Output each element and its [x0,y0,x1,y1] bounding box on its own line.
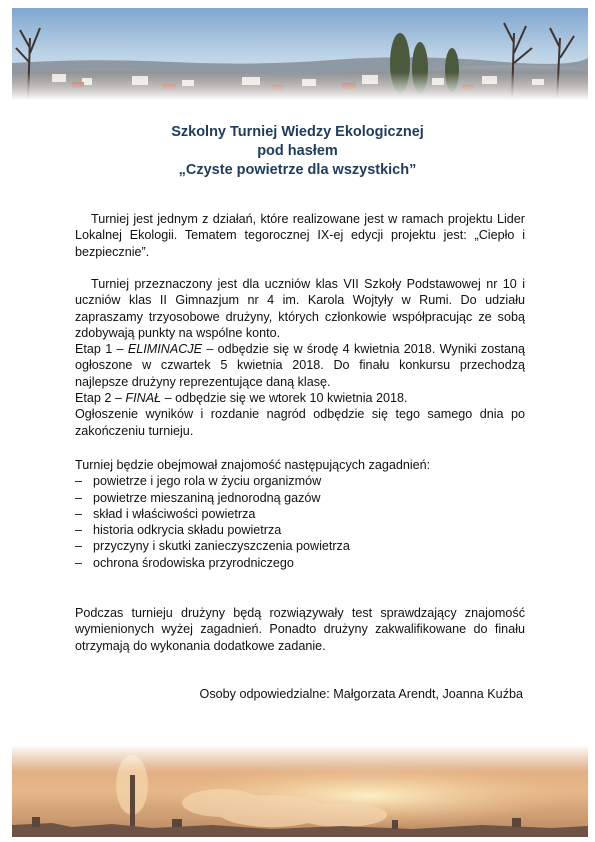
topics-section [75,457,525,571]
test-section [75,605,525,654]
smog-sunset-image [12,745,588,837]
list-item: – powietrze mieszaniną jednorodną gazów [75,490,321,505]
stage-2-name: FINAŁ [125,391,162,406]
list-item: – przyczyny i skutki zanieczyszczenia powietrza [75,539,350,554]
test-paragraph: Podczas turnieju drużyny będą rozwiązywały test sprawdzający znajomość wymienionych wyżej zagadnień. Ponadto drużyny zakwalifikowane do finału otrzymają do wykonania dodatkowe zadanie. [75,606,525,653]
city-panorama-image [12,8,588,100]
page-title [0,123,595,180]
topics-intro: Turniej będzie obejmował znajomość następujących zagadnień: [75,458,431,472]
list-item: – historia odkrycia składu powietrza [75,523,282,538]
title-line-2: pod hasłem [257,143,338,159]
title-line-3: „Czyste powietrze dla wszystkich” [178,162,417,178]
list-item: – ochrona środowiska przyrodniczego [75,555,294,570]
intro-paragraph: Turniej jest jednym z działań, które realizowane jest w ramach projektu Lider Lokalnej Ekologii. Tematem tegorocznej IX-ej edycji projektu jest: „Ciepło i bezpiecznie”. [75,212,525,259]
stage-2-paragraph: Etap 2 – FINAŁ – odbędzie się we wtorek 10 kwietnia 2018. [75,391,408,406]
stage-1-name: ELIMINACJE [127,342,203,357]
title-line-1: Szkolny Turniej Wiedzy Ekologicznej [171,124,424,140]
list-item: – skład i właściwości powietrza [75,506,256,521]
announcement-paragraph: Ogłoszenie wyników i rozdanie nagród odbędzie się tego samego dnia po zakończeniu turnieju. [75,407,525,438]
intro-section [75,211,525,260]
responsible-persons: Osoby odpowiedzialne: Małgorzata Arendt, Joanna Kuźba [199,687,523,701]
list-item: – powietrze i jego rola w życiu organizmów [75,474,322,489]
details-section [75,276,525,439]
topics-list [75,473,525,571]
participants-paragraph: Turniej przeznaczony jest dla uczniów klas VII Szkoły Podstawowej nr 10 i uczniów klas II Gimnazjum nr 4 im. Karola Wojtyły w Rumi. Do udziału zapraszamy trzyosobowe drużyny, których członkowie współpracując ze sobą zdobywają punkty na wspólne konto. [75,277,525,340]
stage-1-paragraph: Etap 1 – ELIMINACJE – odbędzie się w środę 4 kwietnia 2018. Wyniki zostaną ogłoszone w czwartek 5 kwietnia 2018. Do finału konkursu przechodzą najlepsze drużyny reprezentujące daną klasę. [75,342,526,389]
